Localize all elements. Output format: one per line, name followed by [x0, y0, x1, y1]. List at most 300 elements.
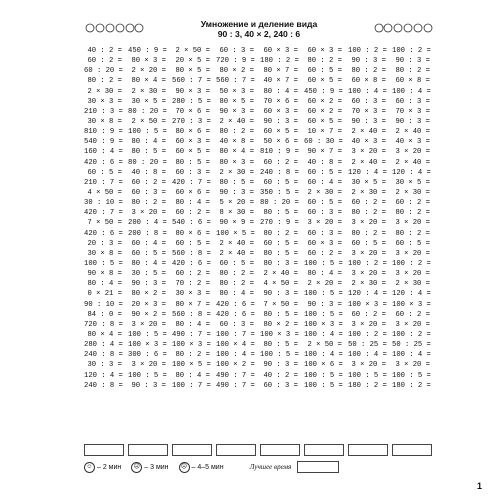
legend-text: – 3 мин: [144, 463, 169, 471]
exercise-row: 350 : 5 =: [260, 188, 299, 197]
legend-item: [84, 462, 121, 473]
exercise-row: 3 × 20 =: [395, 270, 430, 279]
exercise-row: 60 × 5 =: [307, 117, 342, 126]
exercise-row: 60 × 3 =: [307, 239, 342, 248]
exercise-row: 3 × 20 =: [395, 249, 430, 258]
exercise-row: 80 × 7 =: [175, 300, 210, 309]
exercise-row: 80 : 5 =: [263, 341, 298, 350]
exercise-row: 160 : 4 =: [84, 148, 123, 157]
exercise-row: 40 : 8 =: [131, 168, 166, 177]
exercise-row: 80 : 2 =: [219, 280, 254, 289]
exercise-row: 60 : 2 =: [175, 209, 210, 218]
exercise-row: 420 : 6 =: [84, 158, 123, 167]
exercise-row: 60 : 3 =: [219, 320, 254, 329]
exercise-row: 180 : 2 =: [260, 57, 299, 66]
exercise-row: 490 : 7 =: [172, 330, 211, 339]
neutral-face-icon: ☹: [131, 462, 142, 473]
exercise-row: 80 × 4 =: [131, 77, 166, 86]
exercise-row: 60 × 8 =: [395, 77, 430, 86]
exercise-row: 90 : 10 =: [84, 300, 123, 309]
exercise-row: 100 : 2 =: [348, 47, 387, 55]
exercise-row: 100 : 5 =: [128, 330, 167, 339]
exercise-row: 70 × 6 =: [175, 107, 210, 116]
exercise-row: 60 : 5 =: [131, 249, 166, 258]
exercise-row: 90 × 9 =: [219, 219, 254, 228]
exercise-row: 200 : 4 =: [128, 219, 167, 228]
exercise-row: 80 : 2 =: [395, 67, 430, 76]
exercise-row: 60 : 2 =: [395, 199, 430, 208]
exercise-row: 80 : 2 =: [263, 229, 298, 238]
exercise-row: 90 × 3 =: [175, 87, 210, 96]
exercise-row: 450 : 9 =: [128, 47, 167, 55]
exercise-row: 420 : 6 =: [84, 229, 123, 238]
exercise-row: 80 : 5 =: [219, 178, 254, 187]
exercise-column: [128, 46, 170, 391]
exercise-row: 3 × 20 =: [351, 219, 386, 228]
exercise-row: 80 : 5 =: [263, 249, 298, 258]
exercise-row: 100 : 2 =: [392, 47, 431, 55]
exercise-row: 60 : 3 =: [131, 188, 166, 197]
exercise-row: 90 × 2 =: [131, 310, 166, 319]
exercise-row: 30 : 5 =: [131, 270, 166, 279]
exercise-row: 80 × 3 =: [131, 57, 166, 66]
exercise-row: 100 : 5 =: [304, 290, 343, 299]
exercise-row: 30 : 3 =: [87, 361, 122, 370]
exercise-row: 7 × 50 =: [87, 219, 122, 228]
exercise-row: 60 × 6 =: [175, 188, 210, 197]
exercise-row: 100 : 5 =: [128, 371, 167, 380]
exercise-row: 540 : 6 =: [172, 219, 211, 228]
exercise-row: 30 : 10 =: [84, 199, 123, 208]
exercise-column: [216, 46, 258, 391]
exercise-row: 560 : 8 =: [172, 249, 211, 258]
exercise-row: 70 × 3 =: [351, 107, 386, 116]
exercise-row: 30 × 5 =: [351, 178, 386, 187]
exercise-row: 80 × 6 =: [175, 128, 210, 137]
exercise-row: 90 : 3 =: [351, 57, 386, 66]
exercise-row: 450 : 9 =: [304, 87, 343, 96]
exercise-row: 60 : 5 =: [219, 259, 254, 268]
exercise-row: 90 : 3 =: [307, 300, 342, 309]
exercise-row: 100 : 5 =: [348, 371, 387, 380]
exercise-row: 90 : 3 =: [131, 381, 166, 390]
exercise-row: 84 : 0 =: [87, 310, 122, 319]
exercise-row: 60 : 2 =: [351, 199, 386, 208]
exercise-row: 120 : 4 =: [348, 290, 387, 299]
exercise-row: 100 : 5 =: [304, 259, 343, 268]
exercise-row: 300 : 6 =: [128, 351, 167, 360]
exercise-row: 80 : 4 =: [131, 138, 166, 147]
exercise-row: 100 : 5 =: [304, 371, 343, 380]
exercise-row: 80 : 2 =: [351, 209, 386, 218]
exercise-row: 420 : 6 =: [216, 300, 255, 309]
exercise-row: 80 × 7 =: [263, 67, 298, 76]
exercise-row: 80 × 6 =: [175, 229, 210, 238]
exercise-row: 60 : 5 =: [351, 239, 386, 248]
exercise-row: 80 : 3 =: [263, 259, 298, 268]
exercise-row: 60 : 2 =: [351, 310, 386, 319]
decorative-border-icon: [374, 22, 434, 34]
exercise-row: 100 : 4 =: [304, 330, 343, 339]
exercise-row: 60 : 2 =: [131, 178, 166, 187]
exercise-row: 40 × 7 =: [263, 77, 298, 86]
exercise-row: 80 : 5 =: [263, 310, 298, 319]
exercise-column: [392, 46, 434, 391]
exercise-row: 30 × 8 =: [87, 249, 122, 258]
exercise-row: 60 : 3 =: [307, 229, 342, 238]
time-answer-box[interactable]: [304, 444, 344, 456]
exercise-row: 90 : 3 =: [219, 188, 254, 197]
exercise-row: 80 : 2 =: [307, 57, 342, 66]
title-line-2: 90 : 3, 40 × 2, 240 : 6: [217, 29, 301, 39]
exercise-row: 3 × 20 =: [351, 320, 386, 329]
exercise-row: 2 × 30 =: [219, 168, 254, 177]
exercise-row: 40 : 2 =: [263, 371, 298, 380]
exercise-row: 2 × 30 =: [395, 188, 430, 197]
exercise-row: 100 × 2 =: [216, 361, 255, 370]
exercise-row: 60 : 5 =: [307, 168, 342, 177]
exercise-row: 280 : 5 =: [172, 97, 211, 106]
exercise-row: 80 × 5 =: [175, 67, 210, 76]
exercise-row: 2 × 30 =: [351, 188, 386, 197]
exercise-row: 560 : 7 =: [216, 77, 255, 86]
exercise-row: 60 : 3 =: [175, 168, 210, 177]
exercise-row: 80 : 2 =: [219, 128, 254, 137]
time-answer-box[interactable]: [216, 444, 256, 456]
exercise-row: 120 : 4 =: [348, 168, 387, 177]
exercise-row: 80 : 2 =: [131, 199, 166, 208]
exercise-row: 3 × 20 =: [307, 219, 342, 228]
exercise-row: 60 : 2 =: [87, 57, 122, 66]
exercise-row: 100 × 3 =: [260, 330, 299, 339]
exercise-row: 3 × 20 =: [395, 320, 430, 329]
time-answer-box[interactable]: [84, 444, 124, 456]
exercise-row: 3 × 20 =: [395, 361, 430, 370]
exercise-row: 80 : 4 =: [175, 320, 210, 329]
exercise-row: 100 : 5 =: [392, 371, 431, 380]
exercise-row: 90 : 3 =: [395, 57, 430, 66]
exercise-row: 100 × 6 =: [304, 361, 343, 370]
exercise-row: 80 : 2 =: [175, 351, 210, 360]
exercise-row: 240 : 8 =: [260, 168, 299, 177]
exercise-row: 60 : 2 =: [307, 249, 342, 258]
exercise-row: 50 × 3 =: [219, 87, 254, 96]
exercise-row: 810 : 9 =: [84, 128, 123, 137]
exercise-row: 3 × 20 =: [131, 361, 166, 370]
exercise-row: 270 : 3 =: [172, 117, 211, 126]
exercise-row: 40 : 8 =: [307, 158, 342, 167]
exercise-row: 60 × 3 =: [307, 47, 342, 55]
decorative-border-icon: [84, 22, 144, 34]
exercise-row: 60 : 3 =: [395, 97, 430, 106]
best-time-label: Лучшее время: [249, 463, 292, 471]
time-answer-box[interactable]: [348, 444, 388, 456]
exercise-row: 50 : 25 =: [392, 341, 431, 350]
exercise-row: 420 : 6 =: [172, 259, 211, 268]
exercise-row: 40 : 2 =: [87, 47, 122, 55]
exercise-row: 3 × 20 =: [351, 270, 386, 279]
legend-text: – 4–5 мин: [191, 463, 224, 471]
exercise-row: 90 : 3 =: [263, 290, 298, 299]
exercise-row: 80 : 2 =: [395, 209, 430, 218]
exercise-row: 4 × 50 =: [263, 280, 298, 289]
exercise-row: 60 : 4 =: [307, 178, 342, 187]
exercise-row: 60 : 5 =: [307, 199, 342, 208]
footer: [84, 460, 434, 474]
exercise-row: 60 : 5 =: [263, 239, 298, 248]
exercise-row: 90 × 8 =: [87, 270, 122, 279]
exercise-column: [348, 46, 390, 391]
exercise-row: 420 : 6 =: [216, 310, 255, 319]
exercise-row: 60 × 3 =: [263, 107, 298, 116]
exercise-row: 80 : 4 =: [307, 270, 342, 279]
exercise-row: 2 × 40 =: [351, 158, 386, 167]
exercise-row: 30 × 8 =: [87, 117, 122, 126]
exercise-row: 100 : 7 =: [172, 381, 211, 390]
exercise-row: 2 × 50 =: [307, 341, 342, 350]
time-answer-box[interactable]: [260, 444, 300, 456]
exercise-row: 100 : 4 =: [392, 351, 431, 360]
exercise-row: 280 : 4 =: [84, 341, 123, 350]
exercise-row: 80 : 2 =: [351, 67, 386, 76]
time-answer-box[interactable]: [392, 444, 432, 456]
exercise-row: 490 : 7 =: [216, 371, 255, 380]
exercise-column: [172, 46, 214, 391]
exercise-row: 2 × 30 =: [395, 280, 430, 289]
exercise-row: 810 : 9 =: [260, 148, 299, 157]
exercise-row: 80 × 2 =: [219, 67, 254, 76]
exercise-row: 420 : 7 =: [84, 209, 123, 218]
exercise-row: 4 × 50 =: [87, 188, 122, 197]
exercise-row: 2 × 20 =: [307, 280, 342, 289]
exercise-row: 100 : 4 =: [392, 87, 431, 96]
exercise-row: 60 : 2 =: [175, 270, 210, 279]
exercise-row: 2 × 40 =: [395, 158, 430, 167]
exercise-row: 60 : 2 =: [263, 158, 298, 167]
exercise-row: 240 : 8 =: [84, 381, 123, 390]
exercise-column: [304, 46, 346, 391]
exercise-row: 100 × 3 =: [348, 300, 387, 309]
exercise-row: 30 × 5 =: [131, 97, 166, 106]
exercise-row: 80 : 20 =: [260, 199, 299, 208]
page-header: [84, 19, 434, 43]
exercise-row: 70 : 2 =: [175, 280, 210, 289]
exercise-row: 80 : 2 =: [219, 270, 254, 279]
exercise-row: 80 : 5 =: [175, 158, 210, 167]
exercise-row: 7 × 50 =: [263, 300, 298, 309]
exercise-row: 80 : 4 =: [175, 371, 210, 380]
exercise-row: 100 × 3 =: [392, 300, 431, 309]
exercise-row: 90 × 7 =: [307, 148, 342, 157]
page-title: [144, 19, 374, 39]
exercise-row: 720 : 8 =: [84, 320, 123, 329]
exercise-column: [84, 46, 126, 391]
exercise-row: 100 × 5 =: [172, 361, 211, 370]
exercise-row: 2 × 50 =: [131, 117, 166, 126]
exercise-row: 60 : 30 =: [304, 138, 343, 147]
exercise-row: 2 × 30 =: [87, 87, 122, 96]
exercise-row: 100 × 3 =: [304, 320, 343, 329]
exercise-row: 100 : 4 =: [304, 351, 343, 360]
exercise-row: 80 : 4 =: [263, 87, 298, 96]
exercise-row: 30 × 3 =: [87, 97, 122, 106]
exercise-row: 60 × 3 =: [175, 138, 210, 147]
sad-face-icon: ☹: [179, 462, 190, 473]
exercise-row: 90 : 3 =: [351, 117, 386, 126]
exercise-row: 100 : 5 =: [84, 259, 123, 268]
exercise-row: 80 : 2 =: [87, 77, 122, 86]
exercise-row: 60 × 5 =: [263, 128, 298, 137]
exercise-row: 80 : 20 =: [128, 158, 167, 167]
exercise-row: 60 × 5 =: [175, 148, 210, 157]
exercise-row: 100 : 4 =: [348, 87, 387, 96]
exercise-row: 80 : 4 =: [87, 280, 122, 289]
exercise-row: 80 : 5 =: [263, 209, 298, 218]
exercise-row: 80 × 5 =: [219, 97, 254, 106]
exercise-row: 100 : 7 =: [216, 330, 255, 339]
legend-text: – 2 мин: [97, 463, 122, 471]
exercise-row: 30 × 5 =: [395, 178, 430, 187]
exercise-row: 3 × 20 =: [351, 249, 386, 258]
exercise-row: 2 × 50 =: [175, 47, 210, 55]
exercise-row: 80 : 20 =: [128, 107, 167, 116]
exercise-row: 80 : 2 =: [395, 229, 430, 238]
exercise-row: 80 : 5 =: [131, 148, 166, 157]
exercise-row: 120 : 4 =: [392, 168, 431, 177]
exercise-row: 50 × 6 =: [263, 138, 298, 147]
exercise-row: 60 : 5 =: [263, 178, 298, 187]
exercise-row: 120 : 4 =: [84, 371, 123, 380]
exercise-row: 80 × 4 =: [219, 148, 254, 157]
title-line-1: Умножение и деление вида: [200, 19, 318, 29]
exercise-row: 60 × 2 =: [307, 97, 342, 106]
page-number: 1: [477, 481, 483, 491]
exercise-row: 490 : 7 =: [216, 381, 255, 390]
exercise-row: 30 × 3 =: [175, 290, 210, 299]
time-answer-box[interactable]: [128, 444, 168, 456]
exercise-row: 60 × 5 =: [307, 77, 342, 86]
exercise-row: 90 : 3 =: [263, 117, 298, 126]
exercise-row: 100 : 5 =: [304, 310, 343, 319]
exercise-row: 60 : 3 =: [307, 209, 342, 218]
exercise-row: 2 × 20 =: [131, 67, 166, 76]
exercise-row: 3 × 20 =: [351, 148, 386, 157]
exercise-row: 210 : 3 =: [84, 107, 123, 116]
exercise-row: 2 × 40 =: [395, 128, 430, 137]
exercise-row: 80 × 2 =: [131, 290, 166, 299]
exercise-row: 120 : 4 =: [392, 290, 431, 299]
exercise-row: 60 × 2 =: [307, 107, 342, 116]
exercise-row: 2 × 40 =: [351, 128, 386, 137]
exercise-row: 100 × 4 =: [216, 341, 255, 350]
exercise-row: 2 × 40 =: [263, 270, 298, 279]
exercise-row: 210 : 7 =: [84, 178, 123, 187]
exercise-row: 2 × 40 =: [219, 239, 254, 248]
exercise-row: 8 × 30 =: [219, 209, 254, 218]
exercise-row: 40 × 3 =: [351, 138, 386, 147]
exercise-row: 80 × 2 =: [263, 320, 298, 329]
exercise-row: 3 × 20 =: [351, 361, 386, 370]
exercise-row: 60 : 3 =: [351, 97, 386, 106]
exercise-row: 2 × 30 =: [131, 87, 166, 96]
exercise-row: 100 : 2 =: [392, 259, 431, 268]
exercise-row: 100 : 2 =: [348, 330, 387, 339]
exercise-row: 80 × 3 =: [219, 158, 254, 167]
exercise-row: 60 : 5 =: [175, 239, 210, 248]
exercise-row: 60 : 4 =: [131, 239, 166, 248]
exercise-row: 100 × 3 =: [128, 341, 167, 350]
exercise-row: 5 × 20 =: [219, 199, 254, 208]
exercise-row: 180 : 2 =: [348, 381, 387, 390]
exercise-row: 2 × 40 =: [219, 249, 254, 258]
smiley-icon: ☺: [84, 462, 95, 473]
exercise-row: 3 × 20 =: [131, 209, 166, 218]
exercise-row: 60 × 3 =: [263, 47, 298, 55]
exercise-row: 100 : 4 =: [216, 351, 255, 360]
exercise-row: 2 × 30 =: [351, 280, 386, 289]
exercise-row: 200 : 8 =: [128, 229, 167, 238]
exercise-row: 90 : 3 =: [263, 361, 298, 370]
exercise-row: 560 : 7 =: [172, 77, 211, 86]
exercise-column: [260, 46, 302, 391]
exercise-row: 270 : 9 =: [260, 219, 299, 228]
exercise-row: 70 × 6 =: [263, 97, 298, 106]
exercise-row: 10 × 7 =: [307, 128, 342, 137]
exercise-row: 60 : 5 =: [395, 239, 430, 248]
exercise-row: 2 × 30 =: [307, 188, 342, 197]
exercise-row: 60 : 3 =: [219, 47, 254, 55]
exercise-row: 420 : 7 =: [172, 178, 211, 187]
exercise-row: 40 × 8 =: [219, 138, 254, 147]
exercise-row: 0 × 21 =: [87, 290, 122, 299]
exercise-row: 100 × 5 =: [216, 229, 255, 238]
exercise-row: 40 × 3 =: [395, 138, 430, 147]
exercise-row: 90 : 3 =: [131, 280, 166, 289]
exercise-row: 560 : 8 =: [172, 310, 211, 319]
exercise-row: 80 : 4 =: [131, 259, 166, 268]
exercise-row: 100 : 5 =: [260, 351, 299, 360]
exercise-row: 20 : 3 =: [87, 239, 122, 248]
legend-item: [179, 462, 224, 473]
exercise-row: 180 : 2 =: [392, 381, 431, 390]
exercise-row: 80 : 4 =: [175, 199, 210, 208]
exercise-row: 60 × 8 =: [351, 77, 386, 86]
exercise-row: 3 × 20 =: [131, 320, 166, 329]
legend-item: [131, 462, 168, 473]
exercise-row: 90 : 3 =: [395, 117, 430, 126]
exercise-row: 50 : 25 =: [348, 341, 387, 350]
exercise-row: 60 : 20 =: [84, 67, 123, 76]
exercise-row: 80 : 2 =: [351, 229, 386, 238]
exercise-row: 720 : 9 =: [216, 57, 255, 66]
exercise-row: 100 : 5 =: [304, 381, 343, 390]
exercise-row: 100 : 5 =: [128, 128, 167, 137]
exercise-row: 100 : 2 =: [348, 259, 387, 268]
exercise-row: 20 × 3 =: [131, 300, 166, 309]
exercise-row: 2 × 40 =: [219, 117, 254, 126]
time-answer-box[interactable]: [172, 444, 212, 456]
best-time-box[interactable]: [297, 461, 339, 473]
exercise-row: 240 : 8 =: [84, 351, 123, 360]
exercise-row: 20 × 5 =: [175, 57, 210, 66]
exercise-row: 60 : 2 =: [395, 310, 430, 319]
exercise-row: 60 : 5 =: [307, 67, 342, 76]
exercise-row: 60 : 5 =: [87, 168, 122, 177]
exercise-row: 80 × 4 =: [87, 330, 122, 339]
exercise-row: 540 : 9 =: [84, 138, 123, 147]
exercise-row: 100 : 2 =: [392, 330, 431, 339]
exercise-row: 80 : 4 =: [219, 290, 254, 299]
